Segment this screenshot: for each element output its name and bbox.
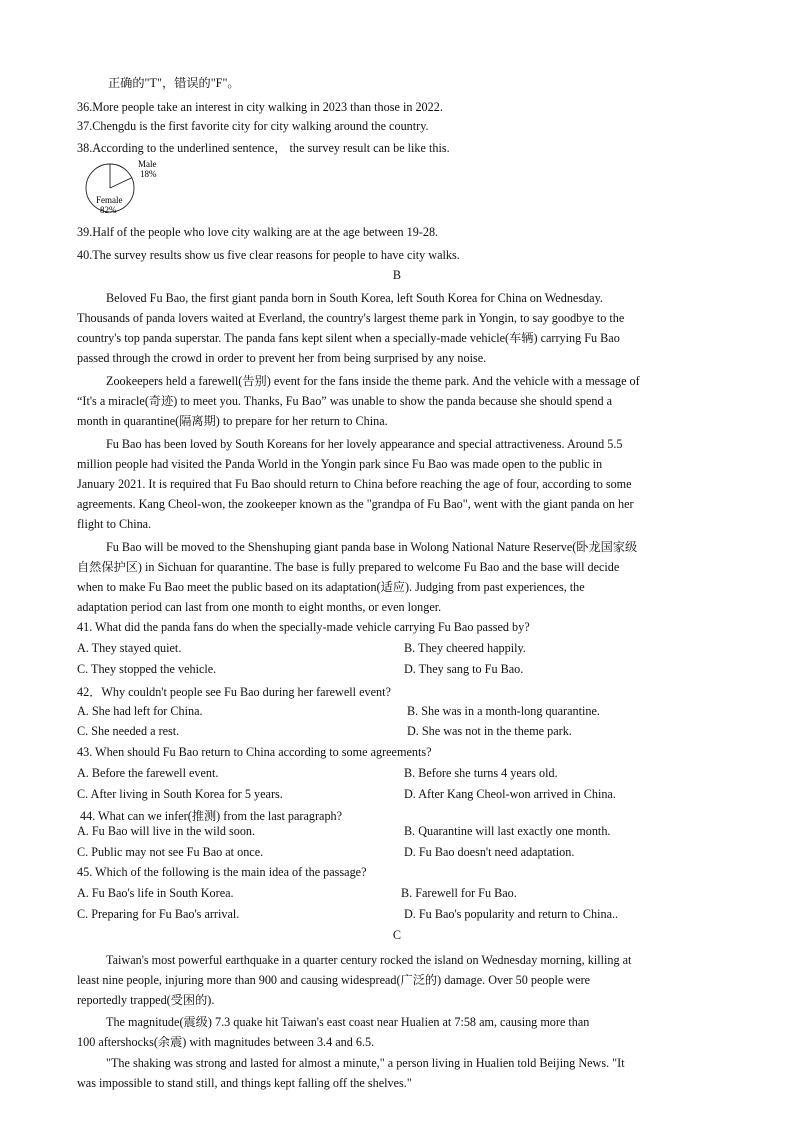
question-43: 43. When should Fu Bao return to China according to some agreements? (77, 745, 432, 759)
text-line: flight to China. (77, 517, 152, 531)
text-line: Fu Bao has been loved by South Koreans for her lovely appearance and special attractiveness. Around 5.5 (106, 437, 623, 451)
question-43-option-b: B. Before she turns 4 years old. (404, 766, 558, 780)
question-41-option-c: C. They stopped the vehicle. (77, 662, 217, 676)
question-41: 41. What did the panda fans do when the specially-made vehicle carrying Fu Bao passed by? (77, 620, 530, 634)
pie-label-male-name: Male (138, 159, 157, 169)
question-42: 42．Why couldn't people see Fu Bao during her farewell event? (77, 685, 391, 699)
tf-item-40: 40.The survey results show us five clear reasons for people to have city walks. (77, 248, 460, 262)
pie-slice-female (110, 178, 132, 188)
question-42-option-c: C. She needed a rest. (77, 724, 180, 738)
section-b-paragraph-3 (77, 434, 721, 534)
question-45: 45. Which of the following is the main idea of the passage? (77, 865, 367, 879)
instructions-line: 正确的"T"，错误的"F"。 (108, 76, 240, 90)
text-line: adaptation period can last from one month to eight months, or even longer. (77, 600, 442, 614)
question-44-option-b: B. Quarantine will last exactly one month. (404, 824, 611, 838)
question-44: 44. What can we infer(推测) from the last paragraph? (80, 809, 343, 823)
question-42-option-b: B. She was in a month-long quarantine. (407, 704, 600, 718)
tf-item-37: 37.Chengdu is the first favorite city for city walking around the country. (77, 119, 429, 133)
question-43-option-c: C. After living in South Korea for 5 years. (77, 787, 283, 801)
section-b-paragraph-2 (77, 371, 721, 431)
tf-item-38: 38.According to the underlined sentence， the survey result can be like this. (77, 141, 450, 155)
question-44-option-d: D. Fu Bao doesn't need adaptation. (404, 845, 575, 859)
text-line: "The shaking was strong and lasted for almost a minute," a person living in Hualien told Beijing News. "It (106, 1056, 625, 1070)
text-line: January 2021. It is required that Fu Bao should return to China before reaching the age of four, according to some (77, 477, 632, 491)
text-line: “It's a miracle(奇迹) to meet you. Thanks, Fu Bao” was unable to show the panda because she should spend a (77, 394, 613, 408)
question-44-option-c: C. Public may not see Fu Bao at once. (77, 845, 264, 859)
section-c-paragraph-2 (77, 1012, 721, 1052)
text-line: Zookeepers held a farewell(告别) event for the fans inside the theme park. And the vehicle with a message of (106, 374, 640, 388)
text-line: The magnitude(震级) 7.3 quake hit Taiwan's east coast near Hualien at 7:58 am, causing more than (106, 1015, 590, 1029)
section-b-heading: B (392, 268, 402, 282)
tf-item-36: 36.More people take an interest in city walking in 2023 than those in 2022. (77, 100, 443, 114)
section-c-paragraph-1 (77, 950, 721, 1010)
text-line: least nine people, injuring more than 900 and causing widespread(广泛的) damage. Over 50 people were (77, 973, 591, 987)
question-42-option-a: A. She had left for China. (77, 704, 203, 718)
question-45-option-b: B. Farewell for Fu Bao. (401, 886, 517, 900)
question-45-option-a: A. Fu Bao's life in South Korea. (77, 886, 234, 900)
text-line: when to make Fu Bao meet the public based on its adaptation(适应). Judging from past experiences, the (77, 580, 585, 594)
text-line: reportedly trapped(受困的). (77, 993, 215, 1007)
section-c-paragraph-3 (77, 1053, 721, 1093)
text-line: Fu Bao will be moved to the Shenshuping giant panda base in Wolong National Nature Reserve(卧龙国家级 (106, 540, 638, 554)
pie-label-female-pct: 82% (100, 205, 117, 215)
question-45-option-c: C. Preparing for Fu Bao's arrival. (77, 907, 240, 921)
section-b-paragraph-1 (77, 288, 721, 368)
question-41-option-d: D. They sang to Fu Bao. (404, 662, 524, 676)
text-line: million people had visited the Panda World in the Yongin park since Fu Bao was made open to the public in (77, 457, 603, 471)
text-line: passed through the crowd in order to prevent her from being surprised by any noise. (77, 351, 487, 365)
tf-item-39: 39.Half of the people who love city walking are at the age between 19-28. (77, 225, 439, 239)
question-43-option-d: D. After Kang Cheol-won arrived in China. (404, 787, 616, 801)
text-line: 自然保护区) in Sichuan for quarantine. The base is fully prepared to welcome Fu Bao and the base will decide (77, 560, 620, 574)
pie-label-male-pct: 18% (140, 169, 157, 179)
question-43-option-a: A. Before the farewell event. (77, 766, 219, 780)
section-b-paragraph-4 (77, 537, 721, 617)
text-line: agreements. Kang Cheol-won, the zookeeper known as the "grandpa of Fu Bao", went with the giant panda on her (77, 497, 634, 511)
text-line: Thousands of panda lovers waited at Everland, the country's largest theme park in Yongin, to say goodbye to the (77, 311, 625, 325)
question-41-option-b: B. They cheered happily. (404, 641, 526, 655)
text-line: Beloved Fu Bao, the first giant panda born in South Korea, left South Korea for China on Wednesday. (106, 291, 603, 305)
pie-label-female-name: Female (96, 195, 123, 205)
question-45-option-d: D. Fu Bao's popularity and return to China.. (404, 907, 619, 921)
text-line: was impossible to stand still, and things kept falling off the shelves." (77, 1076, 412, 1090)
text-line: Taiwan's most powerful earthquake in a quarter century rocked the island on Wednesday morning, killing at (106, 953, 632, 967)
question-41-option-a: A. They stayed quiet. (77, 641, 182, 655)
section-c-heading: C (392, 928, 402, 942)
question-42-option-d: D. She was not in the theme park. (407, 724, 572, 738)
text-line: country's top panda superstar. The panda fans kept silent when a specially-made vehicle(车辆) carrying Fu Bao (77, 331, 620, 345)
gender-pie-chart (84, 156, 174, 218)
question-44-option-a: A. Fu Bao will live in the wild soon. (77, 824, 256, 838)
text-line: month in quarantine(隔离期) to prepare for her return to China. (77, 414, 388, 428)
text-line: 100 aftershocks(余震) with magnitudes between 3.4 and 6.5. (77, 1035, 375, 1049)
